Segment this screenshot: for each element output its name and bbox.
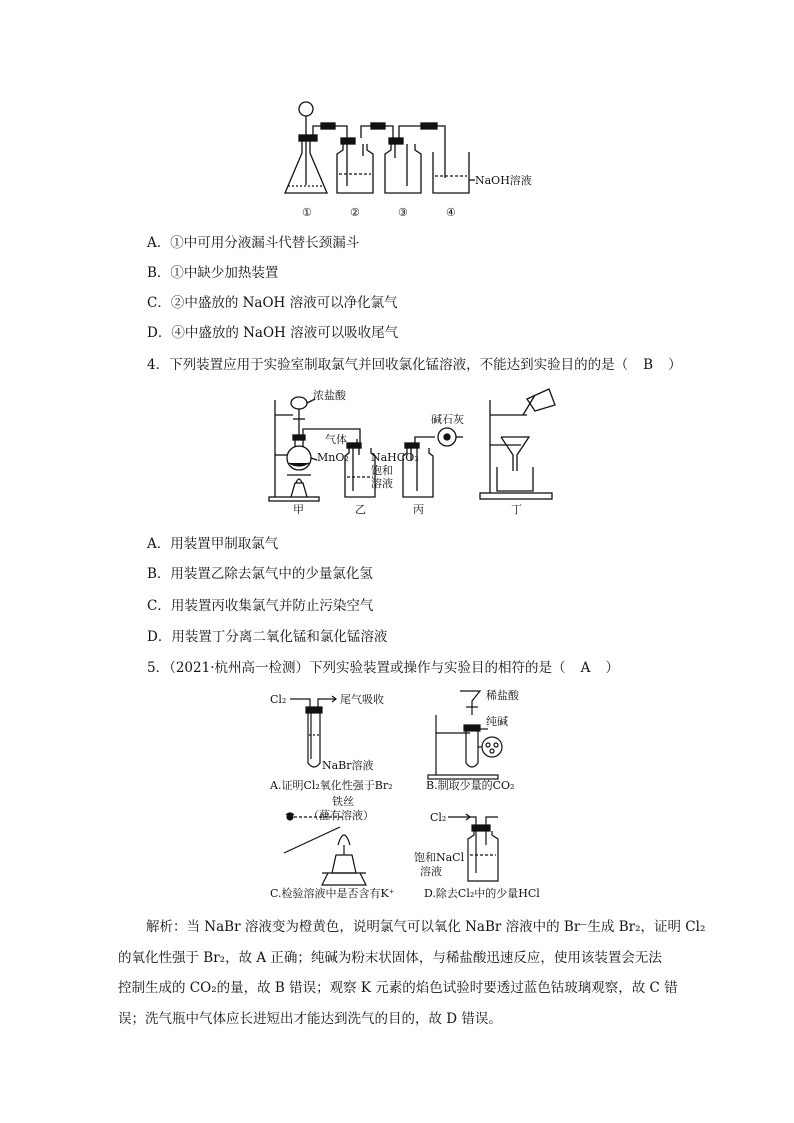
q3-label-4: ④ <box>446 206 456 219</box>
q4-gas-label: 气体 <box>325 433 347 446</box>
q5-d-sol: 溶液 <box>420 865 442 878</box>
q5-stem <box>147 656 619 676</box>
q4-option-c: C．用装置丙收集氯气并防止污染空气 <box>147 598 374 614</box>
q4-soda-lime-label: 碱石灰 <box>431 413 464 426</box>
q5-d-caption: D.除去Cl₂中的少量HCl <box>424 887 540 900</box>
q4-conc-hcl-label: 浓盐酸 <box>313 389 346 402</box>
q4-saturated-label: 饱和 <box>371 464 393 477</box>
q5-b-hcl: 稀盐酸 <box>486 689 519 702</box>
analysis-paragraph <box>118 912 706 1034</box>
q5-stem-end: ） <box>605 660 619 676</box>
q4-stem-text: 4．下列装置应用于实验室制取氯气并回收氯化锰溶液，不能达到实验目的的是（ <box>147 357 629 373</box>
analysis-line-2: 的氧化性强于 Br₂，故 A 正确；纯碱为粉末状固体，与稀盐酸迅速反应，使用该装置会无法 <box>118 949 662 966</box>
q5-answer: A <box>580 660 591 676</box>
q3-option-c: C．②中盛放的 NaOH 溶液可以净化氯气 <box>147 295 398 311</box>
q4-option-d: D．用装置丁分离二氧化锰和氯化锰溶液 <box>147 629 388 645</box>
q3-option-a: A．①中可用分液漏斗代替长颈漏斗 <box>147 235 360 251</box>
q4-label-bing: 丙 <box>413 503 424 515</box>
q3-naoh-label: NaOH溶液 <box>475 174 532 187</box>
q3-apparatus-figure <box>275 98 545 223</box>
analysis-line-1: 解析：当 NaBr 溶液变为橙黄色，说明氯气可以氧化 NaBr 溶液中的 Br⁻生成 Br₂，证明 Cl₂ <box>146 919 706 935</box>
q5-c-wire: 铁丝 <box>332 795 354 808</box>
q4-apparatus-figure <box>265 385 565 515</box>
q5-a-caption: A.证明Cl₂氧化性强于Br₂ <box>270 779 393 792</box>
q4-solution-label: 溶液 <box>371 477 393 490</box>
analysis-line-4: 误；洗气瓶中气体应长进短出才能达到洗气的目的，故 D 错误。 <box>118 1010 502 1027</box>
q4-stem <box>147 353 682 373</box>
analysis-line-3: 控制生成的 CO₂的量，故 B 错误；观察 K 元素的焰色试验时要透过蓝色钴玻璃观察，故 C 错 <box>118 980 678 996</box>
q5-a-tail: 尾气吸收 <box>340 693 384 706</box>
q4-label-yi: 乙 <box>355 503 366 515</box>
q4-option-b: B．用装置乙除去氯气中的少量氯化氢 <box>147 566 373 582</box>
q4-option-a: A．用装置甲制取氯气 <box>147 536 279 552</box>
q4-label-jia: 甲 <box>293 503 304 515</box>
q5-a-nabr: NaBr溶液 <box>322 759 374 772</box>
q3-label-1: ① <box>302 206 312 219</box>
q4-nahco3-label: NaHCO₃ <box>371 451 419 464</box>
q3-option-d: D．④中盛放的 NaOH 溶液可以吸收尾气 <box>147 325 399 341</box>
q5-b-caption: B.制取少量的CO₂ <box>426 779 515 792</box>
q4-label-ding: 丁 <box>511 503 522 515</box>
q5-a-cl2: Cl₂ <box>270 693 287 706</box>
q5-apparatus-figure <box>262 685 562 900</box>
q5-stem-text: 5．（2021·杭州高一检测）下列实验装置或操作与实验目的相符的是（ <box>147 660 566 676</box>
q4-stem-end: ） <box>668 357 682 373</box>
q5-c-dip: （蘸有溶液） <box>308 809 374 822</box>
q4-answer: B <box>643 357 654 373</box>
q5-d-nacl: 饱和NaCl <box>414 851 465 864</box>
q5-c-caption: C.检验溶液中是否含有K⁺ <box>270 887 395 900</box>
q3-label-2: ② <box>350 206 360 219</box>
q3-option-b: B．①中缺少加热装置 <box>147 265 279 281</box>
q5-d-cl2: Cl₂ <box>430 811 447 824</box>
q5-b-soda: 纯碱 <box>486 715 508 728</box>
q3-label-3: ③ <box>398 206 408 219</box>
q4-mno2-label: MnO₂ <box>317 451 349 464</box>
